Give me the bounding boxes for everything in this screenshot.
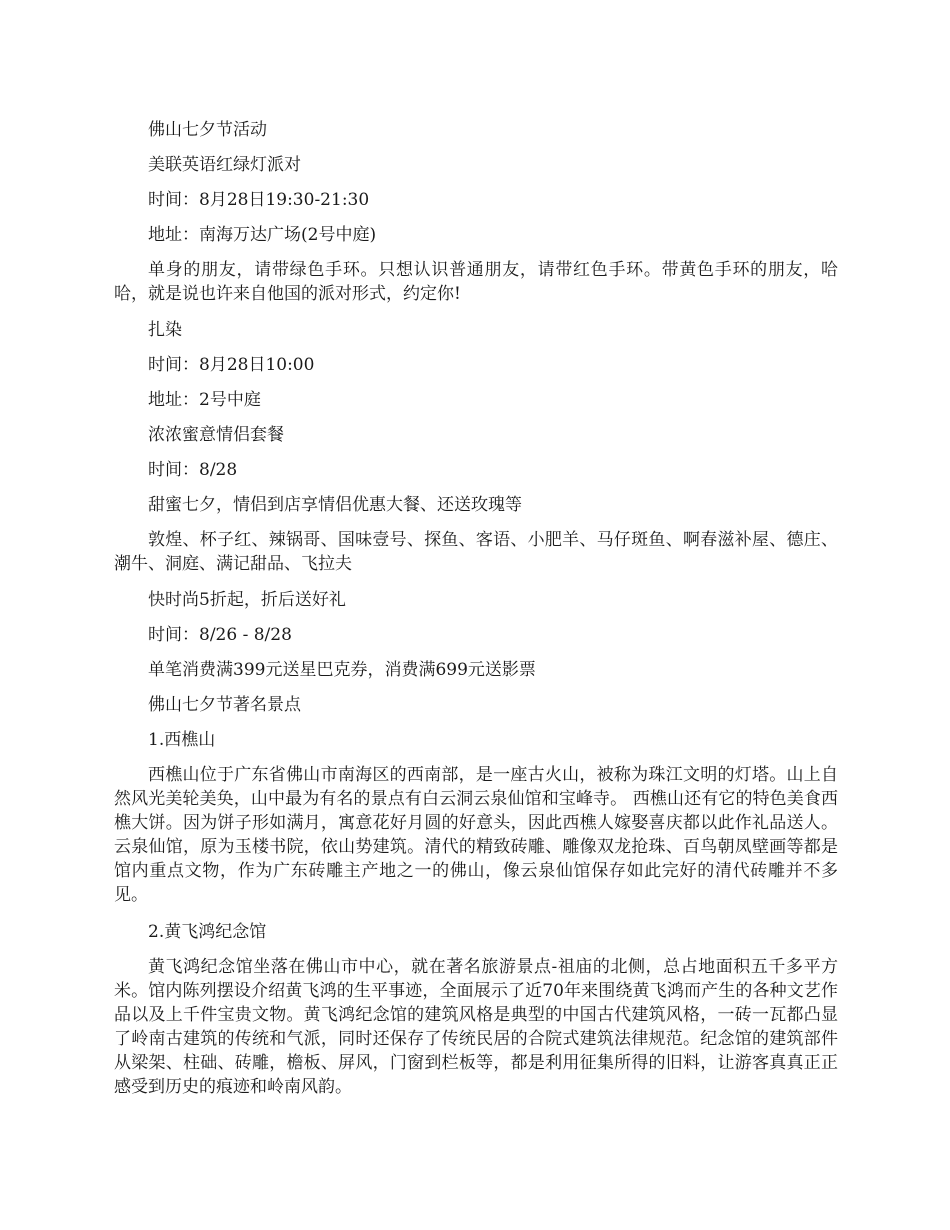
subsection-title: 1.西樵山 [148,730,216,750]
event-time: 时间：8月28日19:30-21:30 [148,190,370,210]
section-title: 佛山七夕节活动 [148,120,267,140]
event-time: 时间：8/28 [148,460,238,480]
event-description: 单身的朋友，请带绿色手环。只想认识普通朋友，请带红色手环。带黄色手环的朋友，哈哈，就是说也许来自他国的派对形式，约定你! [114,260,838,304]
event-description: 甜蜜七夕，情侣到店享情侣优惠大餐、还送玫瑰等 [148,495,522,515]
event-description: 单笔消费满399元送星巴克券，消费满699元送影票 [148,660,536,680]
event-title: 美联英语红绿灯派对 [148,155,301,175]
event-time: 时间：8月28日10:00 [148,355,315,375]
section-title: 佛山七夕节著名景点 [148,695,301,715]
event-title: 浓浓蜜意情侣套餐 [148,425,284,445]
event-location: 地址：南海万达广场(2号中庭) [148,225,377,245]
event-title: 快时尚5折起，折后送好礼 [148,590,346,610]
attraction-description: 黄飞鸿纪念馆坐落在佛山市中心，就在著名旅游景点-祖庙的北侧，总占地面积五千多平方米。馆内陈列摆设介绍黄飞鸿的生平事迹，全面展示了近70年来围绕黄飞鸿而产生的各种文艺作品以及上千件宝贵文物。黄飞鸿纪念馆的建筑风格是典型的中国古代建筑风格，一砖一瓦都凸显了岭南古建筑的传统和气派，同时还保存了传统民居的合院式建筑法律规范。纪念馆的建筑部件从梁架、柱础、砖雕，檐板、屏风，门窗到栏板等，都是利用征集所得的旧料，让游客真真正正感受到历史的痕迹和岭南风韵。 [114,957,838,1097]
event-time: 时间：8/26 - 8/28 [148,625,292,645]
attraction-description: 西樵山位于广东省佛山市南海区的西南部，是一座古火山，被称为珠江文明的灯塔。山上自然风光美轮美奂，山中最为有名的景点有白云洞云泉仙馆和宝峰寺。 西樵山还有它的特色美食西樵大饼。因为饼子形如满月，寓意花好月圆的好意头，因此西樵人嫁娶喜庆都以此作礼品送人。 云泉仙馆，原为玉楼书院，依山势建筑。清代的精致砖雕、雕像双龙抢珠、百鸟朝凤壁画等都是馆内重点文物，作为广东砖雕主产地之一的佛山，像云泉仙馆保存如此完好的清代砖雕并不多见。 [114,765,838,905]
restaurant-list: 敦煌、杯子红、辣锅哥、国味壹号、探鱼、客语、小肥羊、马仔斑鱼、啊春滋补屋、德庄、潮牛、洞庭、满记甜品、飞拉夫 [114,530,838,574]
event-location: 地址：2号中庭 [148,390,261,410]
subsection-title: 2.黄飞鸿纪念馆 [148,922,267,942]
event-title: 扎染 [148,320,182,340]
document-body [114,118,838,1110]
